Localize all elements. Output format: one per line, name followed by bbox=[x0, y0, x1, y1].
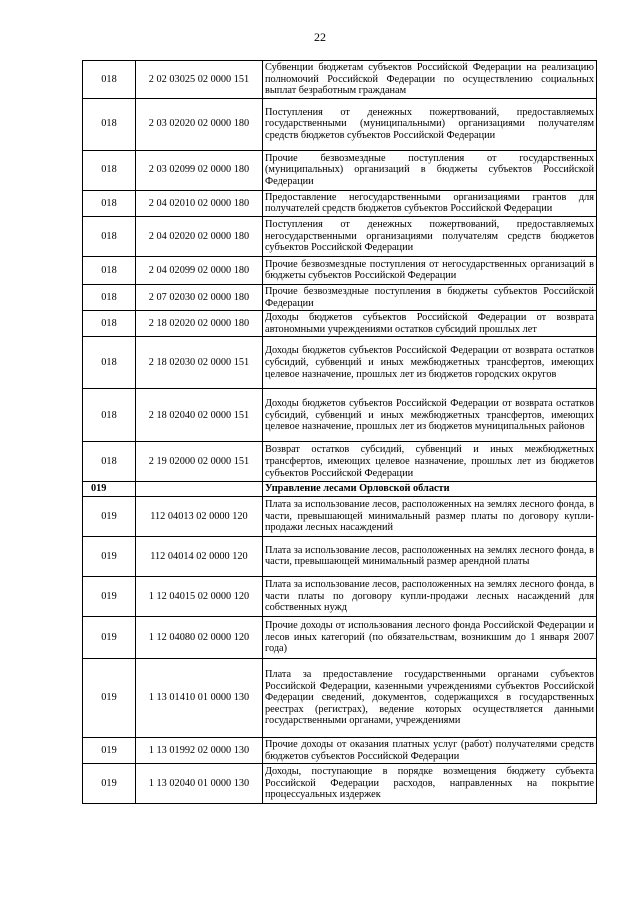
admin-code-cell: 019 bbox=[83, 616, 136, 658]
budget-classification-code-cell bbox=[136, 482, 263, 497]
table-row bbox=[83, 536, 597, 576]
admin-code-cell: 019 bbox=[83, 764, 136, 804]
admin-code-cell: 019 bbox=[83, 658, 136, 737]
revenue-codes-table bbox=[82, 60, 597, 804]
table-row bbox=[83, 442, 597, 482]
budget-classification-code-cell: 2 03 02020 02 0000 180 bbox=[136, 98, 263, 150]
budget-classification-code-cell: 1 13 01410 01 0000 130 bbox=[136, 658, 263, 737]
admin-code-cell: 018 bbox=[83, 61, 136, 99]
table-row bbox=[83, 616, 597, 658]
table-heading-row bbox=[83, 482, 597, 497]
admin-code-cell: 019 bbox=[83, 737, 136, 763]
revenue-name-cell: Субвенции бюджетам субъектов Российской Федерации на реализацию полномочий Российской Федерации по осуществлению социальных выплат безработным гражданам bbox=[263, 61, 597, 99]
budget-classification-code-cell: 2 03 02099 02 0000 180 bbox=[136, 150, 263, 190]
budget-classification-code-cell: 2 04 02020 02 0000 180 bbox=[136, 216, 263, 256]
revenue-name-cell: Прочие безвозмездные поступления от государственных (муниципальных) организаций в бюджеты субъектов Российской Федерации bbox=[263, 150, 597, 190]
admin-code-cell: 019 bbox=[83, 496, 136, 536]
budget-classification-code-cell: 1 13 01992 02 0000 130 bbox=[136, 737, 263, 763]
budget-classification-code-cell: 2 18 02030 02 0000 151 bbox=[136, 337, 263, 389]
budget-classification-code-cell: 112 04014 02 0000 120 bbox=[136, 536, 263, 576]
revenue-name-cell: Поступления от денежных пожертвований, предоставляемых государственными (муниципальными) организациями получателям средств бюджетов субъектов Российской Федерации bbox=[263, 98, 597, 150]
admin-code-cell: 018 bbox=[83, 311, 136, 337]
revenue-name-cell: Плата за использование лесов, расположенных на землях лесного фонда, в части платы по договору купли-продажи лесных насаждений для собственных нужд bbox=[263, 576, 597, 616]
revenue-name-cell: Возврат остатков субсидий, субвенций и иных межбюджетных трансфертов, имеющих целевое назначение, прошлых лет из бюджетов субъектов Российской Федерации bbox=[263, 442, 597, 482]
table-row bbox=[83, 190, 597, 216]
table-row bbox=[83, 337, 597, 389]
budget-classification-code-cell: 112 04013 02 0000 120 bbox=[136, 496, 263, 536]
table-row bbox=[83, 737, 597, 763]
budget-classification-code-cell: 2 07 02030 02 0000 180 bbox=[136, 284, 263, 310]
admin-code-cell: 019 bbox=[83, 576, 136, 616]
revenue-name-cell: Предоставление негосударственными организациями грантов для получателей средств бюджетов субъектов Российской Федерации bbox=[263, 190, 597, 216]
budget-classification-code-cell: 2 18 02040 02 0000 151 bbox=[136, 389, 263, 442]
table-row bbox=[83, 216, 597, 256]
table-row bbox=[83, 764, 597, 804]
revenue-name-cell: Прочие безвозмездные поступления в бюджеты субъектов Российской Федерации bbox=[263, 284, 597, 310]
budget-classification-code-cell: 2 04 02010 02 0000 180 bbox=[136, 190, 263, 216]
budget-classification-code-cell: 1 12 04015 02 0000 120 bbox=[136, 576, 263, 616]
admin-code-cell: 018 bbox=[83, 442, 136, 482]
budget-classification-code-cell: 1 13 02040 01 0000 130 bbox=[136, 764, 263, 804]
admin-code-cell: 019 bbox=[83, 482, 136, 497]
budget-classification-code-cell: 2 19 02000 02 0000 151 bbox=[136, 442, 263, 482]
revenue-name-cell: Доходы бюджетов субъектов Российской Федерации от возврата остатков субсидий, субвенций и иных межбюджетных трансфертов, имеющих целевое назначение, прошлых лет из бюджетов муниципальных районов bbox=[263, 389, 597, 442]
admin-code-cell: 018 bbox=[83, 284, 136, 310]
revenue-name-cell: Поступления от денежных пожертвований, предоставляемых негосударственными организациями получателям средств бюджетов субъектов Российской Федерации bbox=[263, 216, 597, 256]
revenue-name-cell: Плата за использование лесов, расположенных на землях лесного фонда, в части, превышающей минимальный размер арендной платы bbox=[263, 536, 597, 576]
page-number: 22 bbox=[314, 30, 326, 44]
table-row bbox=[83, 496, 597, 536]
budget-classification-code-cell: 1 12 04080 02 0000 120 bbox=[136, 616, 263, 658]
table-row bbox=[83, 658, 597, 737]
revenue-name-cell: Управление лесами Орловской области bbox=[263, 482, 597, 497]
budget-classification-code-cell: 2 18 02020 02 0000 180 bbox=[136, 311, 263, 337]
revenue-name-cell: Прочие доходы от оказания платных услуг (работ) получателями средств бюджетов субъектов Российской Федерации bbox=[263, 737, 597, 763]
table-row bbox=[83, 311, 597, 337]
admin-code-cell: 018 bbox=[83, 190, 136, 216]
revenue-name-cell: Плата за предоставление государственными органами субъектов Российской Федерации, казенными учреждениями субъектов Российской Федерации сведений, документов, содержащихся в государственных реестрах (регистрах), ведение которых осуществляется данными государственными органами, учреждениями bbox=[263, 658, 597, 737]
table-row bbox=[83, 576, 597, 616]
revenue-name-cell: Доходы, поступающие в порядке возмещения бюджету субъекта Российской Федерации расходов, направленных на покрытие процессуальных издержек bbox=[263, 764, 597, 804]
revenue-name-cell: Доходы бюджетов субъектов Российской Федерации от возврата автономными учреждениями остатков субсидий прошлых лет bbox=[263, 311, 597, 337]
table-row bbox=[83, 61, 597, 99]
budget-classification-code-cell: 2 02 03025 02 0000 151 bbox=[136, 61, 263, 99]
revenue-name-cell: Плата за использование лесов, расположенных на землях лесного фонда, в части, превышающей минимальный размер платы по договору купли-продажи лесных насаждений bbox=[263, 496, 597, 536]
admin-code-cell: 019 bbox=[83, 536, 136, 576]
table-row bbox=[83, 256, 597, 284]
admin-code-cell: 018 bbox=[83, 150, 136, 190]
table-row bbox=[83, 98, 597, 150]
revenue-name-cell: Прочие доходы от использования лесного фонда Российской Федерации и лесов иных категорий (по обязательствам, возникшим до 1 января 2007 года) bbox=[263, 616, 597, 658]
admin-code-cell: 018 bbox=[83, 216, 136, 256]
table-row bbox=[83, 284, 597, 310]
table-body bbox=[83, 61, 597, 804]
budget-classification-code-cell: 2 04 02099 02 0000 180 bbox=[136, 256, 263, 284]
admin-code-cell: 018 bbox=[83, 337, 136, 389]
admin-code-cell: 018 bbox=[83, 389, 136, 442]
revenue-name-cell: Прочие безвозмездные поступления от негосударственных организаций в бюджеты субъектов Российской Федерации bbox=[263, 256, 597, 284]
admin-code-cell: 018 bbox=[83, 98, 136, 150]
table-row bbox=[83, 389, 597, 442]
table-row bbox=[83, 150, 597, 190]
revenue-name-cell: Доходы бюджетов субъектов Российской Федерации от возврата остатков субсидий, субвенций и иных межбюджетных трансфертов, имеющих целевое назначение, прошлых лет из бюджетов городских округов bbox=[263, 337, 597, 389]
admin-code-cell: 018 bbox=[83, 256, 136, 284]
